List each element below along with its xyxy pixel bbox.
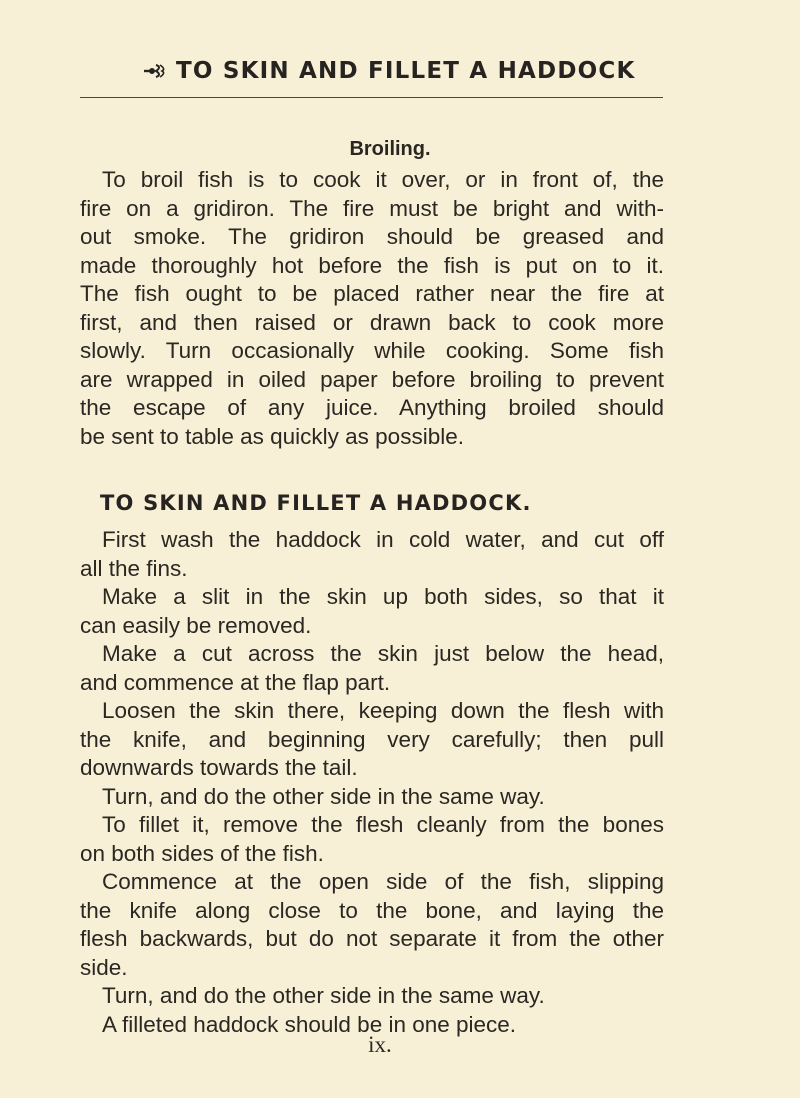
- text-line: First wash the haddock in cold water, and cut off: [102, 527, 664, 552]
- text-line: slowly. Turn occasionally while cooking. Some fish: [80, 338, 664, 363]
- text-line: all the fins.: [80, 555, 188, 581]
- text-line: on both sides of the fish.: [80, 840, 324, 866]
- text-line: downwards towards the tail.: [80, 755, 358, 780]
- section-title: TO SKIN AND FILLET A HADDOCK.: [100, 491, 532, 515]
- text-line: side.: [80, 954, 128, 980]
- text-line: Make a cut across the skin just below the head,: [102, 641, 664, 666]
- text-line: the knife along close to the bone, and laying the: [80, 897, 664, 923]
- text-line: out smoke. The gridiron should be greased and: [80, 224, 664, 249]
- running-head-title: TO SKIN AND FILLET A HADDOCK: [176, 58, 636, 84]
- page-number-text: ix.: [368, 1032, 392, 1057]
- text-line: Loosen the skin there, keeping down the flesh with: [102, 698, 664, 723]
- text-line: To fillet it, remove the flesh cleanly from the bones: [102, 812, 664, 837]
- text-line: be sent to table as quickly as possible.: [80, 423, 464, 449]
- text-line: The fish ought to be placed rather near the fire at: [80, 281, 664, 306]
- text-line: Make a slit in the skin up both sides, so that it: [102, 584, 664, 609]
- broiling-paragraph: [80, 166, 664, 451]
- text-line: first, and then raised or drawn back to cook more: [80, 309, 664, 335]
- text-line: fire on a gridiron. The fire must be bright and with-: [80, 195, 664, 221]
- text-line: A filleted haddock should be in one piece.: [102, 1011, 517, 1037]
- text-line: made thoroughly hot before the fish is put on to it.: [80, 252, 664, 278]
- text-line: Commence at the open side of the fish, slipping: [102, 869, 664, 894]
- broiling-heading: [0, 138, 800, 161]
- text-line: can easily be removed.: [80, 612, 312, 638]
- page-number: [0, 1032, 800, 1058]
- text-line: flesh backwards, but do not separate it from the other: [80, 926, 664, 951]
- text-line: the escape of any juice. Anything broiled should: [80, 395, 664, 420]
- text-line: the knife, and beginning very carefully; then pull: [80, 726, 664, 752]
- running-head: [142, 58, 672, 84]
- text-line: and commence at the flap part.: [80, 669, 391, 695]
- scroll-ornament-icon: [142, 61, 168, 81]
- skin-fillet-instructions: [80, 526, 664, 1039]
- text-line: Turn, and do the other side in the same way.: [102, 983, 545, 1008]
- text-line: are wrapped in oiled paper before broiling to prevent: [80, 366, 664, 392]
- text-line: To broil fish is to cook it over, or in front of, the: [102, 167, 664, 192]
- broiling-heading-text: Broiling.: [349, 138, 431, 160]
- header-rule: [80, 97, 663, 98]
- text-line: Turn, and do the other side in the same way.: [102, 783, 545, 809]
